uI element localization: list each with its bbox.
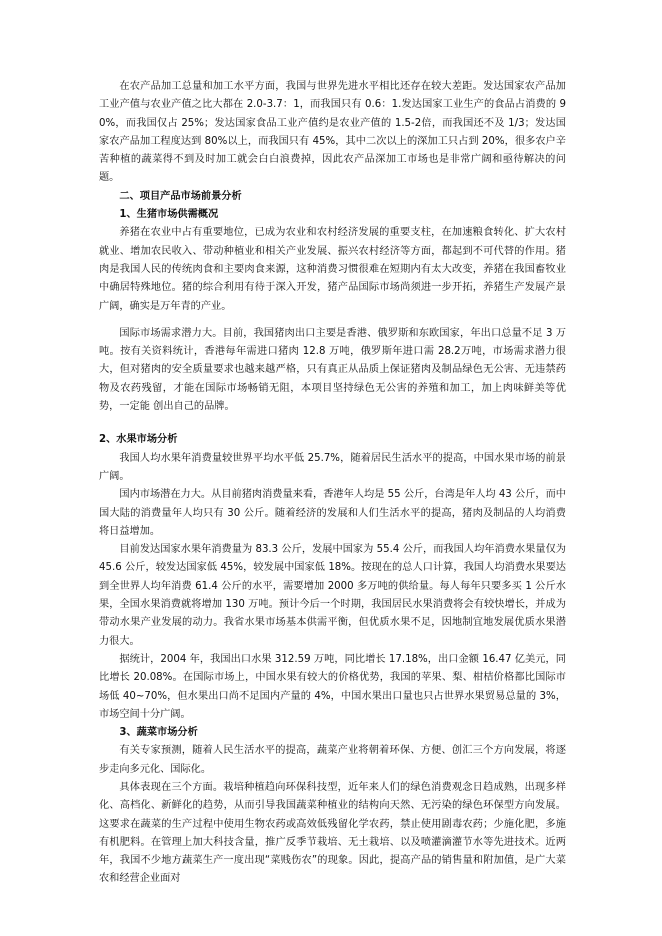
paragraph-fruit-export: 据统计，2004 年，我国出口水果 312.59 万吨，同比增长 17.18%，出口金额 16.47 亿美元，同比增长 20.08%。在国际市场上，中国水果有较大的价格优势，我国的苹果、梨、柑桔价格都比国际市场低 40~70%，但水果出口尚不足国内产量的 4%，中国水果出口量也只占世界水果贸易总量的 3%，市场空间十分广阔。: [99, 653, 566, 720]
paragraph-international-demand: 国际市场需求潜力大。目前，我国猪肉出口主要是香港、俄罗斯和东欧国家，年出口总量不足 3 万吨。按有关资料统计，香港每年需进口猪肉 12.8 万吨，俄罗斯年进口需 28.2万吨，市场需求潜力很大，但对猪肉的安全质量要求也越来越严格，只有真正从品质上保证猪肉及制品绿色无公害、无违禁药物及农药残留，才能在国际市场畅销无阻，本项目坚持绿色无公害的养殖和加工，加上肉味鲜美等优势，一定能 创出自己的品牌。: [99, 327, 566, 413]
paragraph-fruit-demand-gap: 目前发达国家水果年消费量为 83.3 公斤，发展中国家为 55.4 公斤，而我国人均年消费水果量仅为 45.6 公斤，较发达国家低 45%，较发展中国家低 18%。按现在的总人口计算，我国人均消费水果要达到全世界人均年消费 61.4 公斤的水平，需要增加 2000 多万吨的供给量。每人每年只要多买 1 公斤水果，全国水果消费就将增加 130 万吨。预计今后一个时期，我国居民水果消费将会有较快增长，并成为带动水果产业发展的动力。我省水果市场基本供需平衡，但优质水果不足，因地制宜地发展优质水果潜力很大。: [99, 544, 566, 647]
subsection-heading-vegetable-market: 3、蔬菜市场分析: [119, 727, 198, 739]
paragraph-vegetable-trend: 有关专家预测，随着人民生活水平的提高，蔬菜产业将朝着环保、方便、创汇三个方向发展，将逐步走向多元化、国际化。: [99, 745, 566, 775]
subsection-heading-fruit-market: 2、水果市场分析: [99, 434, 178, 446]
spacer: [99, 416, 566, 431]
document-page: [99, 78, 566, 889]
subsection-heading-pig-market: 1、生猪市场供需概况: [119, 209, 219, 221]
paragraph-fruit-consumption: 我国人均水果年消费量较世界平均水平低 25.7%，随着居民生活水平的提高，中国水果市场的前景广阔。: [99, 452, 566, 482]
paragraph-processing-gap: 在农产品加工总量和加工水平方面，我国与世界先进水平相比还存在较大差距。发达国家农产品加工业产值与农业产值之比大都在 2.0-3.7：1，而我国只有 0.6：1.发达国家工业生产的食品占消费的 90%，而我国仅占 25%；发达国家食品工业产值约是农业产值的 1.5-2倍，而我国还不及 1/3；发达国家农产品加工程度达到 80%以上，而我国只有 45%，其中二次以上的深加工只占到 20%，很多农户辛苦种植的蔬菜得不到及时加工就会白白浪费掉，因此农产品深加工市场也是非常广阔和亟待解决的问题。: [99, 81, 566, 184]
spacer: [99, 316, 566, 325]
paragraph-vegetable-details: 具体表现在三个方面。栽培种植趋向环保科技型，近年来人们的绿色消费观念日趋成熟，出现多样化、高档化、新鲜化的趋势，从而引导我国蔬菜种植业的结构向天然、无污染的绿色环保型方向发展。这要求在蔬菜的生产过程中使用生物农药或高效低残留化学农药，禁止使用剧毒农药；少施化肥，多施有机肥料。在管理上加大科技含量，推广反季节栽培、无土栽培、以及喷灌滴灌节水等先进技术。近两年，我国不少地方蔬菜生产一度出现“菜贱伤农”的现象。因此，提高产品的销售量和附加值，是广大菜农和经营企业面对: [99, 781, 566, 885]
paragraph-pig-importance: 养猪在农业中占有重要地位，已成为农业和农村经济发展的重要支柱，在加速粮食转化、扩大农村就业、增加农民收入、带动种植业和相关产业发展、振兴农村经济等方面，都起到不可代替的作用。猪肉是我国人民的传统肉食和主要肉食来源，这种消费习惯很难在短期内有太大改变，养猪在我国畜牧业中确居特殊地位。猪的综合利用有待于深入开发，猪产品国际市场尚须进一步开拓，养猪生产发展产景广阔，确实是万年青的产业。: [99, 227, 566, 312]
section-heading-market-outlook: 二、项目产品市场前景分析: [119, 190, 242, 202]
paragraph-domestic-potential: 国内市场潜在力大。从目前猪肉消费量来看，香港年人均是 55 公斤，台湾是年人均 43 公斤，而中国大陆的消费量年人均只有 30 公斤。随着经济的发展和人们生活水平的提高，猪肉及制品的人均消费将日益增加。: [99, 489, 566, 537]
